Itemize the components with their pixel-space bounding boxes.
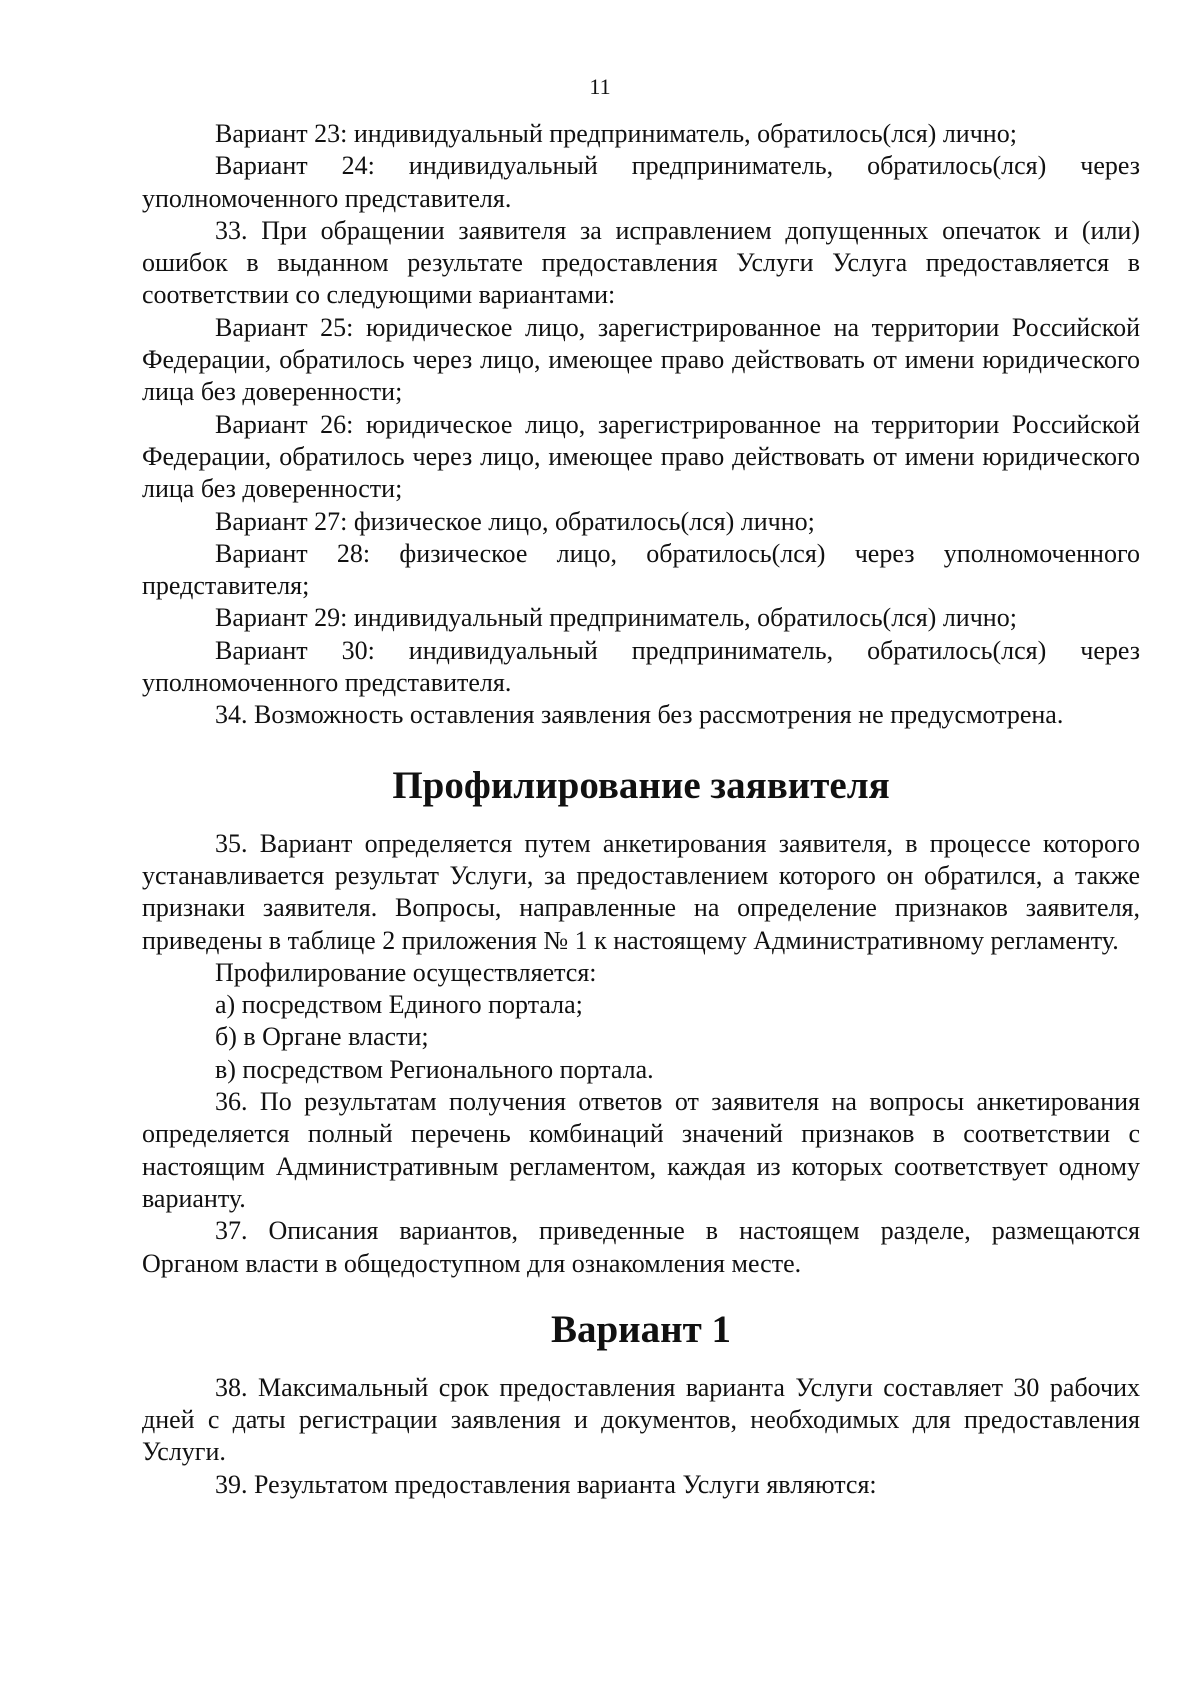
- paragraph-variant-27: Вариант 27: физическое лицо, обратилось(лся) лично;: [215, 506, 815, 536]
- list-item-c: в) посредством Регионального портала.: [215, 1054, 654, 1084]
- paragraph-36: 36. По результатам получения ответов от заявителя на вопросы анкетирования определяется полный перечень комбинаций значений признаков в соответствии с настоящим Административным регламентом, каждая из которых соответствует одному варианту.: [142, 1087, 1140, 1213]
- paragraph-profiling-intro: Профилирование осуществляется:: [215, 957, 597, 987]
- section-heading-variant-1: Вариант 1: [550, 1307, 732, 1351]
- paragraph-38: 38. Максимальный срок предоставления варианта Услуги составляет 30 рабочих дней с даты регистрации заявления и документов, необходимых для предоставления Услуги.: [142, 1372, 1140, 1467]
- paragraph-33: 33. При обращении заявителя за исправлением допущенных опечаток и (или) ошибок в выданном результате предоставления Услуги Услуга предоставляется в соответствии со следующими вариантами:: [142, 215, 1140, 310]
- page-number: 11: [589, 74, 611, 99]
- list-item-b: б) в Органе власти;: [215, 1022, 429, 1052]
- document-body: [142, 118, 1140, 1501]
- paragraph-variant-25: Вариант 25: юридическое лицо, зарегистрированное на территории Российской Федерации, обратилось через лицо, имеющее право действовать от имени юридического лица без доверенности;: [142, 312, 1140, 407]
- paragraph-variant-23: Вариант 23: индивидуальный предприниматель, обратилось(лся) лично;: [215, 119, 1017, 148]
- section-heading-profiling: Профилирование заявителя: [392, 763, 890, 807]
- paragraph-variant-26: Вариант 26: юридическое лицо, зарегистрированное на территории Российской Федерации, обратилось через лицо, имеющее право действовать от имени юридического лица без доверенности;: [142, 409, 1140, 504]
- paragraph-variant-29: Вариант 29: индивидуальный предприниматель, обратилось(лся) лично;: [215, 603, 1017, 633]
- paragraph-35: 35. Вариант определяется путем анкетирования заявителя, в процессе которого устанавливается результат Услуги, за предоставлением которого он обратился, а также признаки заявителя. Вопросы, направленные на определение признаков заявителя, приведены в таблице 2 приложения № 1 к настоящему Административному регламенту.: [142, 828, 1140, 955]
- paragraph-39: 39. Результатом предоставления варианта Услуги являются:: [215, 1469, 877, 1499]
- paragraph-34: 34. Возможность оставления заявления без рассмотрения не предусмотрена.: [215, 700, 1064, 730]
- paragraph-variant-24: Вариант 24: индивидуальный предприниматель, обратилось(лся) через уполномоченного представителя.: [142, 151, 1140, 213]
- list-item-a: а) посредством Единого портала;: [215, 990, 583, 1020]
- paragraph-variant-28: Вариант 28: физическое лицо, обратилось(лся) через уполномоченного представителя;: [142, 538, 1140, 601]
- paragraph-37: 37. Описания вариантов, приведенные в настоящем разделе, размещаются Органом власти в общедоступном для ознакомления месте.: [142, 1216, 1140, 1278]
- paragraph-variant-30: Вариант 30: индивидуальный предприниматель, обратилось(лся) через уполномоченного представителя.: [142, 635, 1140, 698]
